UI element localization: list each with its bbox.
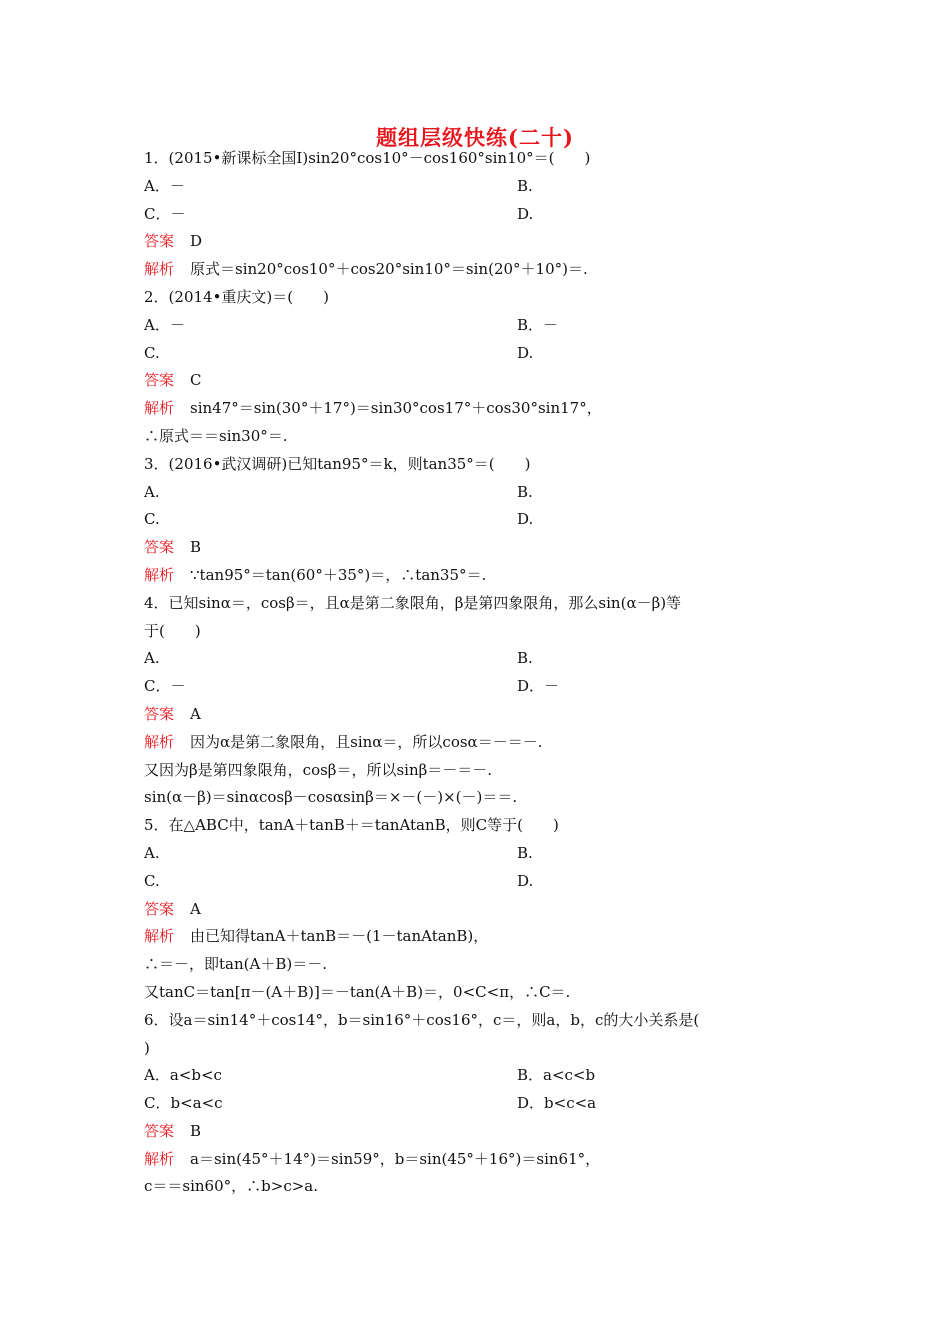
- option-b: B.: [517, 649, 533, 668]
- options-row: [144, 173, 824, 201]
- analysis-label: 解析: [144, 732, 175, 751]
- answer-label: 答案: [144, 704, 175, 723]
- analysis-line: [144, 1146, 824, 1174]
- option-b: B.: [517, 482, 533, 501]
- option-a: A．－: [144, 176, 185, 195]
- option-d: D.: [517, 510, 534, 529]
- answer-label: 答案: [144, 899, 175, 918]
- answer-value: B: [190, 1121, 202, 1140]
- analysis-label: 解析: [144, 565, 175, 584]
- answer-line: [144, 534, 824, 562]
- analysis-text: ∴原式＝＝sin30°＝.: [144, 426, 288, 445]
- option-d: D.: [517, 871, 534, 890]
- question-stem: 3．(2016•武汉调研)已知tan95°＝k，则tan35°＝( ): [144, 454, 531, 473]
- options-row: [144, 645, 824, 673]
- answer-label: 答案: [144, 371, 175, 390]
- option-c: C．－: [144, 204, 186, 223]
- analysis-text: ∵tan95°＝tan(60°＋35°)＝，∴tan35°＝.: [190, 565, 487, 584]
- option-c: C．－: [144, 677, 186, 696]
- analysis-text: a＝sin(45°＋14°)＝sin59°，b＝sin(45°＋16°)＝sin61°，: [190, 1149, 601, 1168]
- options-row: [144, 340, 824, 368]
- question-stem: 1．(2015•新课标全国Ⅰ)sin20°cos10°－cos160°sin10°＝( ): [144, 149, 591, 167]
- analysis-label: 解析: [144, 399, 175, 418]
- answer-line: [144, 1118, 824, 1146]
- answer-line: [144, 896, 824, 924]
- options-row: [144, 479, 824, 507]
- question-stem-cont: 于( ): [144, 621, 201, 640]
- analysis-line: [144, 729, 824, 757]
- analysis-text: 由已知得tanA＋tanB＝－(1－tanAtanB)，: [190, 927, 489, 946]
- page-title: 题组层级快练(二十): [376, 125, 574, 150]
- question-stem: 4．已知sinα＝，cosβ＝，且α是第二象限角，β是第四象限角，那么sin(α－β)等: [144, 593, 682, 612]
- analysis-text: 原式＝sin20°cos10°＋cos20°sin10°＝sin(20°＋10°)＝.: [190, 260, 588, 279]
- option-b: B.: [517, 176, 533, 195]
- option-a: A.: [144, 843, 160, 862]
- options-row: [144, 312, 824, 340]
- option-d: D.: [517, 204, 534, 223]
- answer-value: D: [190, 232, 203, 251]
- option-b: B．－: [517, 315, 559, 334]
- answer-line: [144, 367, 824, 395]
- question-stem: 2．(2014•重庆文)＝( ): [144, 287, 329, 306]
- analysis-line: [144, 562, 824, 590]
- answer-value: C: [190, 371, 202, 390]
- answer-line: [144, 228, 824, 256]
- analysis-line: [144, 923, 824, 951]
- option-d: D.: [517, 343, 534, 362]
- answer-line: [144, 701, 824, 729]
- analysis-text: sin(α－β)＝sinαcosβ－cosαsinβ＝×－(－)×(－)＝＝.: [144, 788, 518, 807]
- analysis-label: 解析: [144, 260, 175, 279]
- option-d: D．－: [517, 677, 560, 696]
- analysis-text: 又tanC＝tan[π－(A＋B)]＝－tan(A＋B)＝，0<C<π，∴C＝.: [144, 982, 571, 1001]
- options-row: [144, 868, 824, 896]
- option-a: A.: [144, 482, 160, 501]
- analysis-label: 解析: [144, 927, 175, 946]
- analysis-text: 又因为β是第四象限角，cosβ＝，所以sinβ＝－＝－.: [144, 760, 493, 779]
- question-stem-cont: ): [144, 1038, 150, 1057]
- options-row: [144, 1062, 824, 1090]
- question-stem: 6．设a＝sin14°＋cos14°，b＝sin16°＋cos16°，c＝，则a，b，c的大小关系是(: [144, 1010, 700, 1029]
- analysis-text: ∴＝－，即tan(A＋B)＝－.: [144, 955, 327, 974]
- options-row: [144, 1090, 824, 1118]
- option-c: C.: [144, 510, 160, 529]
- answer-value: B: [190, 538, 202, 557]
- question-stem: 5．在△ABC中，tanA＋tanB＋＝tanAtanB，则C等于( ): [144, 816, 559, 835]
- analysis-text: c＝＝sin60°，∴b>c>a.: [144, 1177, 318, 1196]
- analysis-label: 解析: [144, 1149, 175, 1168]
- option-a: A．a<b<c: [144, 1066, 222, 1085]
- answer-label: 答案: [144, 538, 175, 557]
- option-b: B．a<c<b: [517, 1066, 596, 1085]
- analysis-line: [144, 395, 824, 423]
- option-c: C.: [144, 871, 160, 890]
- analysis-text: sin47°＝sin(30°＋17°)＝sin30°cos17°＋cos30°sin17°，: [190, 399, 602, 418]
- options-row: [144, 201, 824, 229]
- answer-label: 答案: [144, 232, 175, 251]
- analysis-text: 因为α是第二象限角，且sinα＝，所以cosα＝－＝－.: [190, 732, 543, 751]
- options-row: [144, 840, 824, 868]
- options-row: [144, 673, 824, 701]
- option-a: A．－: [144, 315, 185, 334]
- answer-value: A: [190, 704, 201, 723]
- answer-label: 答案: [144, 1121, 175, 1140]
- option-c: C.: [144, 343, 160, 362]
- options-row: [144, 506, 824, 534]
- question-list: [144, 145, 824, 1201]
- analysis-line: [144, 256, 824, 284]
- answer-value: A: [190, 899, 201, 918]
- option-a: A.: [144, 649, 160, 668]
- option-c: C．b<a<c: [144, 1094, 223, 1113]
- option-d: D．b<c<a: [517, 1094, 597, 1113]
- option-b: B.: [517, 843, 533, 862]
